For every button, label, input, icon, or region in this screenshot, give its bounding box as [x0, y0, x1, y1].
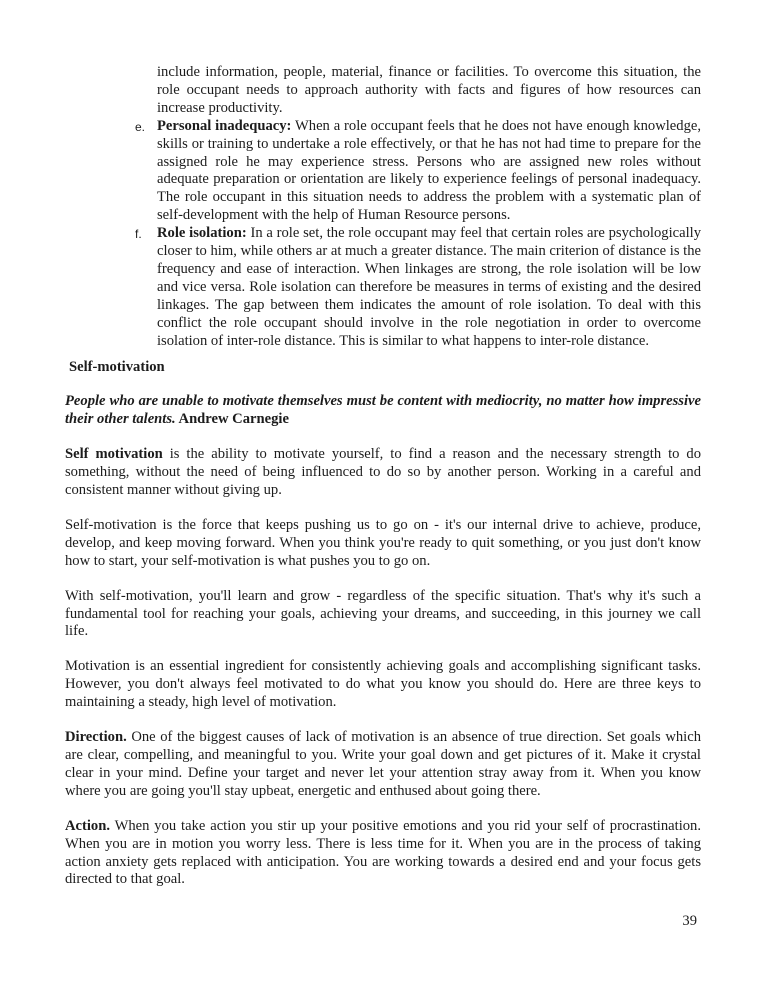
- quote-attribution: Andrew Carnegie: [175, 411, 289, 428]
- section-heading: Self-motivation: [69, 358, 165, 375]
- paragraph-lead: Self motivation: [65, 446, 163, 463]
- paragraph-text: Motivation is an essential ingredient for consistently achieving goals and accomplishing significant tasks. However, you don't always feel motivated to do what you know you should do. Here are three keys to maintaining a steady, high level of motivation.: [65, 658, 701, 711]
- paragraph-action: [65, 818, 701, 890]
- paragraph-learn-grow: [65, 588, 701, 642]
- list-item-e-text: When a role occupant feels that he does not have enough knowledge, skills or training to undertake a role effectively, or that he has not had time to prepare for the assigned role he may experience stress. Persons who are assigned new roles without adequate preparation or orientation are likely to experience feelings of personal inadequacy. The role occupant in this situation needs to address the problem with a systematic plan of self-development with the help of Human Resource persons.: [157, 117, 701, 224]
- paragraph-text: With self-motivation, you'll learn and grow - regardless of the specific situation. That's why it's such a fundamental tool for reaching your goals, achieving your dreams, and succeeding, in this journey we call life.: [65, 587, 701, 640]
- list-item-e-label: Personal inadequacy:: [157, 117, 292, 134]
- paragraph-continuation: include information, people, material, finance or facilities. To overcome this situation, the role occupant needs to approach authority with facts and figures of how resources can increase productivity.: [157, 64, 701, 116]
- quote-text: People who are unable to motivate themselves must be content with mediocrity, no matter how impressive their other talents.: [65, 393, 701, 428]
- paragraph-text: is the ability to motivate yourself, to find a reason and the necessary strength to do something, without the need of being influenced to do so by another person. Working in a careful and consistent manner without giving up.: [65, 446, 701, 499]
- paragraph-lead: Direction.: [65, 729, 127, 746]
- paragraph-lead: Action.: [65, 817, 110, 834]
- quote-paragraph: [65, 393, 701, 429]
- list-item-f-paragraph: [157, 225, 701, 350]
- paragraph-text: When you take action you stir up your positive emotions and you rid your self of procrastination. When you are in motion you worry less. There is less time for it. When you are in the process of taking action anxiety gets replaced with anticipation. You are working towards a desired end and your focus gets directed to that goal.: [65, 817, 701, 888]
- paragraph-text: One of the biggest causes of lack of motivation is an absence of true direction. Set goals which are clear, compelling, and meaningful to you. Write your goal down and get pictures of it. Make it crystal clear in your mind. Define your target and never let your attention stray away from it. When you know where you are going you'll stay upbeat, energetic and enthused about going there.: [65, 729, 701, 799]
- page-number: 39: [682, 913, 697, 929]
- list-item-f-label: Role isolation:: [157, 225, 247, 242]
- list-item-f: [65, 225, 701, 350]
- list-item-f-text: In a role set, the role occupant may feel that certain roles are psychologically closer to him, while others ar at much a greater distance. The main criterion of distance is the frequency and ease of interaction. When linkages are strong, the role isolation will be low and vice versa. Role isolation can therefore be measures in terms of existing and the desired linkages. The gap between them indicates the amount of role isolation. To deal with this conflict the role occupant should involve in the role negotiation in order to overcome isolation of inter-role distance. This is similar to what happens to inter-role distance.: [157, 225, 702, 349]
- list-item-e-paragraph: [157, 118, 701, 225]
- paragraph-text: Self-motivation is the force that keeps pushing us to go on - it's our internal drive to achieve, produce, develop, and keep moving forward. When you think you're ready to quit something, or you just don't know how to start, your self-motivation is what pushes you to go on.: [65, 516, 701, 569]
- paragraph-essential-ingredient: [65, 658, 701, 712]
- list-item-e: [65, 118, 701, 225]
- list-marker-e: e.: [135, 119, 146, 134]
- list-marker-f: f.: [135, 227, 142, 242]
- paragraph-self-motivation-definition: [65, 446, 701, 500]
- page-content: [65, 64, 701, 889]
- paragraph-direction: [65, 729, 701, 801]
- paragraph-force: [65, 517, 701, 571]
